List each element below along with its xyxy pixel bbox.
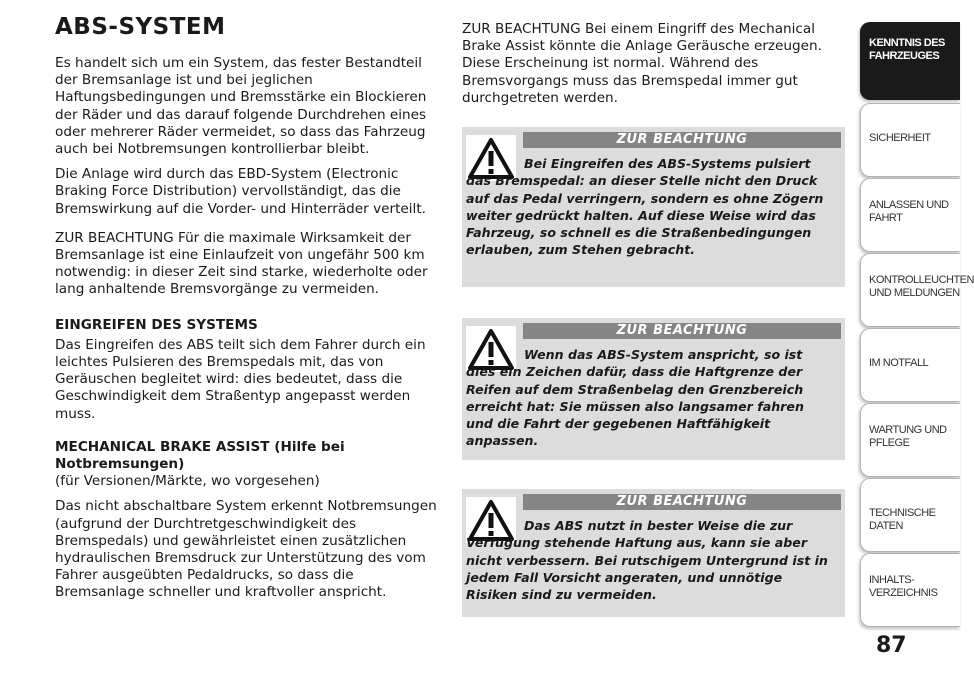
break-in-note: ZUR BEACHTUNG Für die maximale Wirksamkeit der Bremsanlage ist eine Einlaufzeit von ungefähr 500 km notwendig: in dieser Zeit sind starke, wiederholte oder lang anhaltende Bremsvorgänge zu vermeiden. bbox=[55, 229, 428, 298]
page-title: ABS-SYSTEM bbox=[55, 14, 226, 40]
tab-label: PFLEGE bbox=[869, 437, 910, 449]
warning-label: ZUR BEACHTUNG bbox=[523, 494, 841, 510]
warning-text: Bei Eingreifen des ABS-Systems pulsiert das Bremspedal: an dieser Stelle nicht den Druck auf das Pedal verringern, sondern es ohne Zögern weiter gedrückt halten. Auf diese Weise wird das Fahrzeug, so schnell es die Straßenbedingungen erlauben, zum Stehen gebracht. bbox=[466, 156, 824, 258]
tab-label: WARTUNG UND bbox=[869, 424, 947, 436]
tab-technische-daten[interactable] bbox=[860, 478, 960, 552]
warning-box-2 bbox=[462, 318, 845, 460]
ebd-paragraph: Die Anlage wird durch das EBD-System (Electronic Braking Force Distribution) vervollständigt, das die Bremswirkung auf die Vorder- und Hinterräder verteilt. bbox=[55, 166, 426, 217]
warning-box-3 bbox=[462, 489, 845, 617]
tab-label: VERZEICHNIS bbox=[869, 587, 938, 599]
warning-label: ZUR BEACHTUNG bbox=[523, 132, 841, 148]
tab-kenntnis-des-fahrzeuges[interactable] bbox=[860, 22, 960, 100]
tab-sicherheit[interactable] bbox=[860, 103, 960, 177]
section-heading-brake-assist: MECHANICAL BRAKE ASSIST (Hilfe bei Notbremsungen) bbox=[55, 438, 345, 473]
tab-label: FAHRZEUGES bbox=[869, 50, 940, 62]
brake-assist-note: ZUR BEACHTUNG Bei einem Eingriff des Mechanical Brake Assist könnte die Anlage Geräusche erzeugen. Diese Erscheinung ist normal. Während des Bremsvorgangs muss das Bremspedal immer gut durchgetreten werden. bbox=[462, 21, 822, 106]
tab-im-notfall[interactable] bbox=[860, 328, 960, 402]
tab-label: SICHERHEIT bbox=[869, 132, 931, 144]
warning-box-1 bbox=[462, 127, 845, 287]
tab-label: KONTROLLEUCHTEN bbox=[869, 274, 974, 286]
page-number: 87 bbox=[876, 633, 907, 658]
brake-assist-paragraph: Das nicht abschaltbare System erkennt Notbremsungen (aufgrund der Durchtretgeschwindigkeit des Bremspedals) und gewährleistet einen zusätzlichen hydraulischen Bremsdruck zur Unterstützung des vom Fahrer ausgeübten Pedaldrucks, so dass die Bremsanlage schneller und kraftvoller anspricht. bbox=[55, 498, 437, 601]
tab-label: TECHNISCHE DATEN bbox=[869, 507, 936, 532]
chapter-tabs bbox=[860, 0, 974, 640]
tab-kontrolleuchten[interactable] bbox=[860, 253, 974, 327]
tab-label: INHALTS- bbox=[869, 574, 915, 586]
tab-label: IM NOTFALL bbox=[869, 357, 929, 369]
warning-text: Das ABS nutzt in bester Weise die zur Verfügung stehende Haftung aus, kann sie aber nicht verbessern. Bei rutschigem Untergrund ist in jedem Fall Vorsicht angeraten, und unnötige Risiken sind zu vermeiden. bbox=[466, 518, 828, 603]
warning-text: Wenn das ABS-System anspricht, so ist dies ein Zeichen dafür, dass die Haftgrenze der Reifen auf dem Straßenbelag den Grenzbereich erreicht hat: Sie müssen also langsamer fahren und die Fahrt der gegebenen Haftfähigkeit anpassen. bbox=[466, 347, 804, 449]
tab-label: FAHRT bbox=[869, 212, 903, 224]
section-heading-eingreifen: EINGREIFEN DES SYSTEMS bbox=[55, 316, 258, 333]
warning-label: ZUR BEACHTUNG bbox=[523, 323, 841, 339]
tab-label: KENNTNIS DES bbox=[869, 37, 945, 49]
tab-label: UND MELDUNGEN bbox=[869, 287, 960, 299]
tab-anlassen-und-fahrt[interactable] bbox=[860, 178, 960, 252]
left-column bbox=[55, 14, 440, 610]
tab-label: ANLASSEN UND bbox=[869, 199, 949, 211]
eingreifen-paragraph: Das Eingreifen des ABS teilt sich dem Fahrer durch ein leichtes Pulsieren des Bremspedals mit, das von Geräuschen begleitet wird: dies bedeutet, dass die Geschwindigkeit dem Straßentyp angepasst werden muss. bbox=[55, 336, 426, 422]
section-subheading-versions: (für Versionen/Märkte, wo vorgesehen) bbox=[55, 473, 320, 490]
right-column bbox=[462, 21, 845, 115]
tab-inhaltsverzeichnis[interactable] bbox=[860, 553, 960, 627]
tab-wartung-und-pflege[interactable] bbox=[860, 403, 960, 477]
intro-paragraph: Es handelt sich um ein System, das fester Bestandteil der Bremsanlage ist und bei jeglichen Haftungsbedingungen und Bremsstärke ein Blockieren der Räder und das darauf folgende Durchdrehen eines oder mehrerer Räder vermeidet, so dass das Fahrzeug auch bei Notbremsungen kontrollierbar bleibt. bbox=[55, 55, 427, 158]
